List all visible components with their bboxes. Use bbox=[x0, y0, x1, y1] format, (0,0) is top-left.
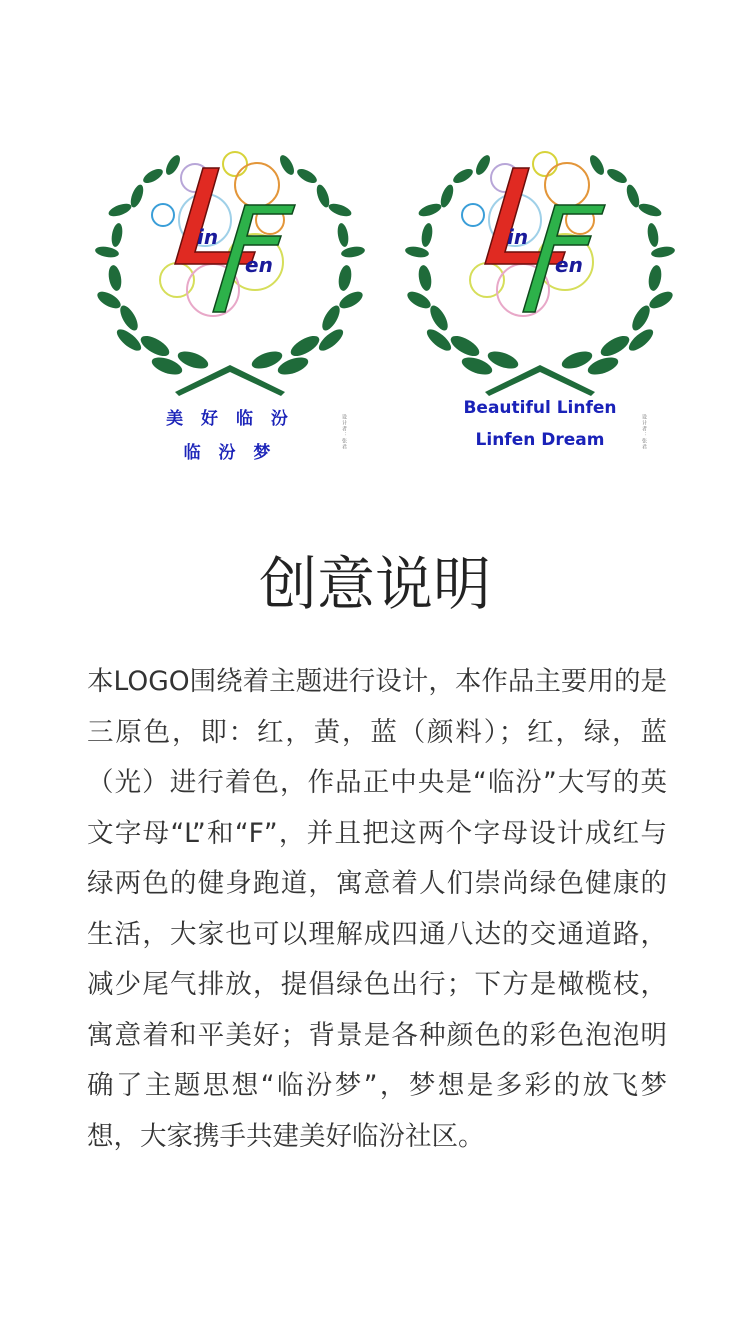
logo-chinese bbox=[95, 0, 365, 470]
logo-slogan-line-1: Beautiful Linfen bbox=[463, 398, 617, 418]
svg-text:in: in bbox=[197, 225, 219, 249]
laurel-wreath-logo-icon bbox=[405, 0, 675, 400]
designer-note: 设计者：张君 bbox=[341, 414, 347, 450]
svg-text:in: in bbox=[507, 225, 529, 249]
svg-text:en: en bbox=[555, 253, 583, 277]
logo-english bbox=[405, 0, 675, 470]
laurel-wreath-logo-icon bbox=[95, 0, 365, 400]
logo-slogan-line-1: 美 好 临 汾 bbox=[166, 409, 294, 429]
logo-slogan-line-2: Linfen Dream bbox=[475, 430, 605, 450]
section-title: 创意说明 bbox=[258, 550, 491, 618]
logo-slogan-line-2: 临 汾 梦 bbox=[183, 443, 277, 463]
svg-text:en: en bbox=[245, 253, 273, 277]
designer-note: 设计者：张君 bbox=[641, 414, 647, 450]
description-paragraph: 本LOGO围绕着主题进行设计，本作品主要用的是三原色，即：红，黄，蓝（颜料）；红，绿，蓝（光）进行着色，作品正中央是“临汾”大写的英文字母“L”和“F”，并且把这两个字母设计成红与绿两色的健身跑道，寓意着人们崇尚绿色健康的生活，大家也可以理解成四通八达的交通道路，减少尾气排放，提倡绿色出行；下方是橄榄枝，寓意着和平美好；背景是各种颜色的彩色泡泡明确了主题思想“临汾梦”，梦想是多彩的放飞梦想，大家携手共建美好临汾社区。 bbox=[87, 666, 667, 1152]
